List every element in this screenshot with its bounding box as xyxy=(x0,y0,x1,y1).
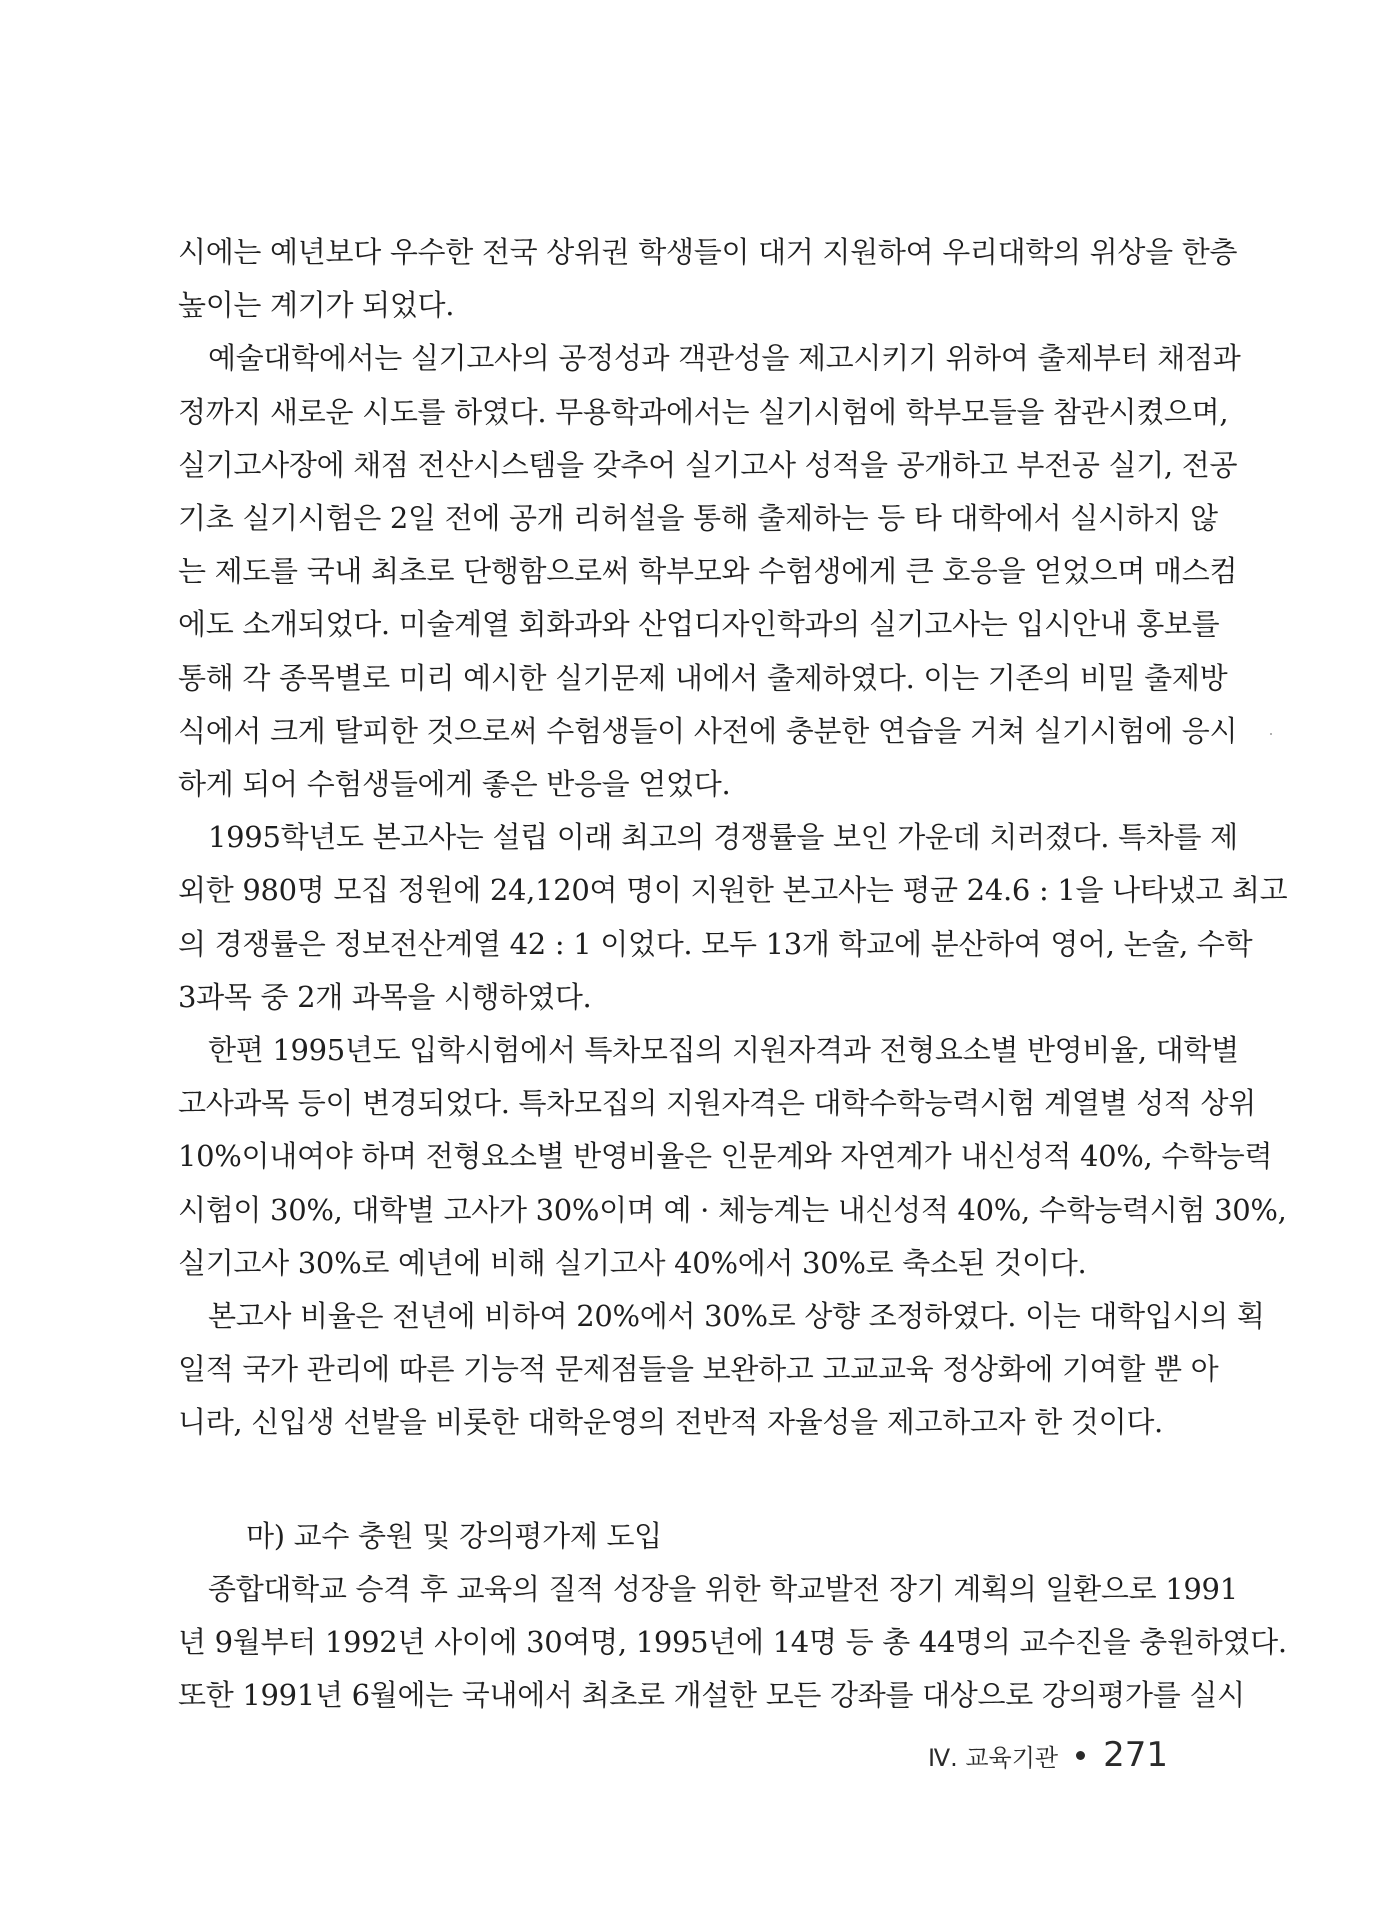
body-text xyxy=(178,226,1288,1722)
paragraph-start: 예술대학에서는 실기고사의 공정성과 객관성을 제고시키기 위하여 출제부터 채점과 xyxy=(208,341,1241,376)
text-line: 외한 980명 모집 정원에 24,120여 명이 지원한 본고사는 평균 24.6 : 1을 나타냈고 최고 xyxy=(178,873,1288,908)
text-line: 10%이내여야 하며 전형요소별 반영비율은 인문계와 자연계가 내신성적 40%, 수학능력 xyxy=(178,1139,1273,1174)
text-line: 시에는 예년보다 우수한 전국 상위권 학생들이 대거 지원하여 우리대학의 위상을 한층 xyxy=(178,235,1238,269)
text-line: 실기고사 30%로 예년에 비해 실기고사 40%에서 30%로 축소된 것이다. xyxy=(178,1245,1087,1280)
text-line: 일적 국가 관리에 따른 기능적 문제점들을 보완하고 고교교육 정상화에 기여할 뿐 아 xyxy=(178,1352,1219,1387)
text-line: 하게 되어 수험생들에게 좋은 반응을 얻었다. xyxy=(178,767,731,802)
paragraph-start: 본고사 비율은 전년에 비하여 20%에서 30%로 상향 조정하였다. 이는 대학입시의 획 xyxy=(208,1299,1265,1334)
text-line: 시험이 30%, 대학별 고사가 30%이며 예 · 체능계는 내신성적 40%, 수학능력시험 30%, xyxy=(178,1192,1287,1227)
chapter-label: Ⅳ. 교육기관 xyxy=(927,1743,1059,1772)
text-line: 의 경쟁률은 정보전산계열 42 : 1 이었다. 모두 13개 학교에 분산하여 영어, 논술, 수학 xyxy=(178,926,1253,961)
text-line: 높이는 계기가 되었다. xyxy=(178,288,455,323)
text-line: 정까지 새로운 시도를 하였다. 무용학과에서는 실기시험에 학부모들을 참관시켰으며, xyxy=(178,394,1229,429)
text-line: 3과목 중 2개 과목을 시행하였다. xyxy=(178,979,592,1014)
page-number: 271 xyxy=(1103,1735,1168,1775)
section-gap xyxy=(178,1450,1178,1510)
scan-speck xyxy=(1270,733,1272,735)
text-line: 실기고사장에 채점 전산시스템을 갖추어 실기고사 성적을 공개하고 부전공 실기, 전공 xyxy=(178,447,1238,482)
text-line: 년 9월부터 1992년 사이에 30여명, 1995년에 14명 등 총 44명의 교수진을 충원하였다. xyxy=(178,1625,1287,1660)
text-line: 고사과목 등이 변경되었다. 특차모집의 지원자격은 대학수학능력시험 계열별 성적 상위 xyxy=(178,1086,1256,1121)
text-line: 또한 1991년 6월에는 국내에서 최초로 개설한 모든 강좌를 대상으로 강의평가를 실시 xyxy=(178,1678,1245,1713)
text-line: 통해 각 종목별로 미리 예시한 실기문제 내에서 출제하였다. 이는 기존의 비밀 출제방 xyxy=(178,660,1228,695)
text-line: 는 제도를 국내 최초로 단행함으로써 학부모와 수험생에게 큰 호응을 얻었으며 매스컴 xyxy=(178,554,1238,589)
text-line: 기초 실기시험은 2일 전에 공개 리허설을 통해 출제하는 등 타 대학에서 실시하지 않 xyxy=(178,501,1218,536)
bullet-icon xyxy=(1076,1751,1085,1760)
text-line: 식에서 크게 탈피한 것으로써 수험생들이 사전에 충분한 연습을 거쳐 실기시험에 응시 xyxy=(178,713,1238,748)
page-footer xyxy=(928,1735,1168,1775)
paragraph-start: 1995학년도 본고사는 설립 이래 최고의 경쟁률을 보인 가운데 치러졌다. 특차를 제 xyxy=(208,820,1238,855)
text-line: 에도 소개되었다. 미술계열 회화과와 산업디자인학과의 실기고사는 입시안내 홍보를 xyxy=(178,607,1220,642)
section-heading: 마) 교수 충원 및 강의평가제 도입 xyxy=(246,1518,662,1553)
paragraph-start: 종합대학교 승격 후 교육의 질적 성장을 위한 학교발전 장기 계획의 일환으로 1991 xyxy=(208,1571,1238,1606)
text-line: 니라, 신입생 선발을 비롯한 대학운영의 전반적 자율성을 제고하고자 한 것이다. xyxy=(178,1405,1163,1440)
paragraph-start: 한편 1995년도 입학시험에서 특차모집의 지원자격과 전형요소별 반영비율, 대학별 xyxy=(208,1033,1239,1068)
